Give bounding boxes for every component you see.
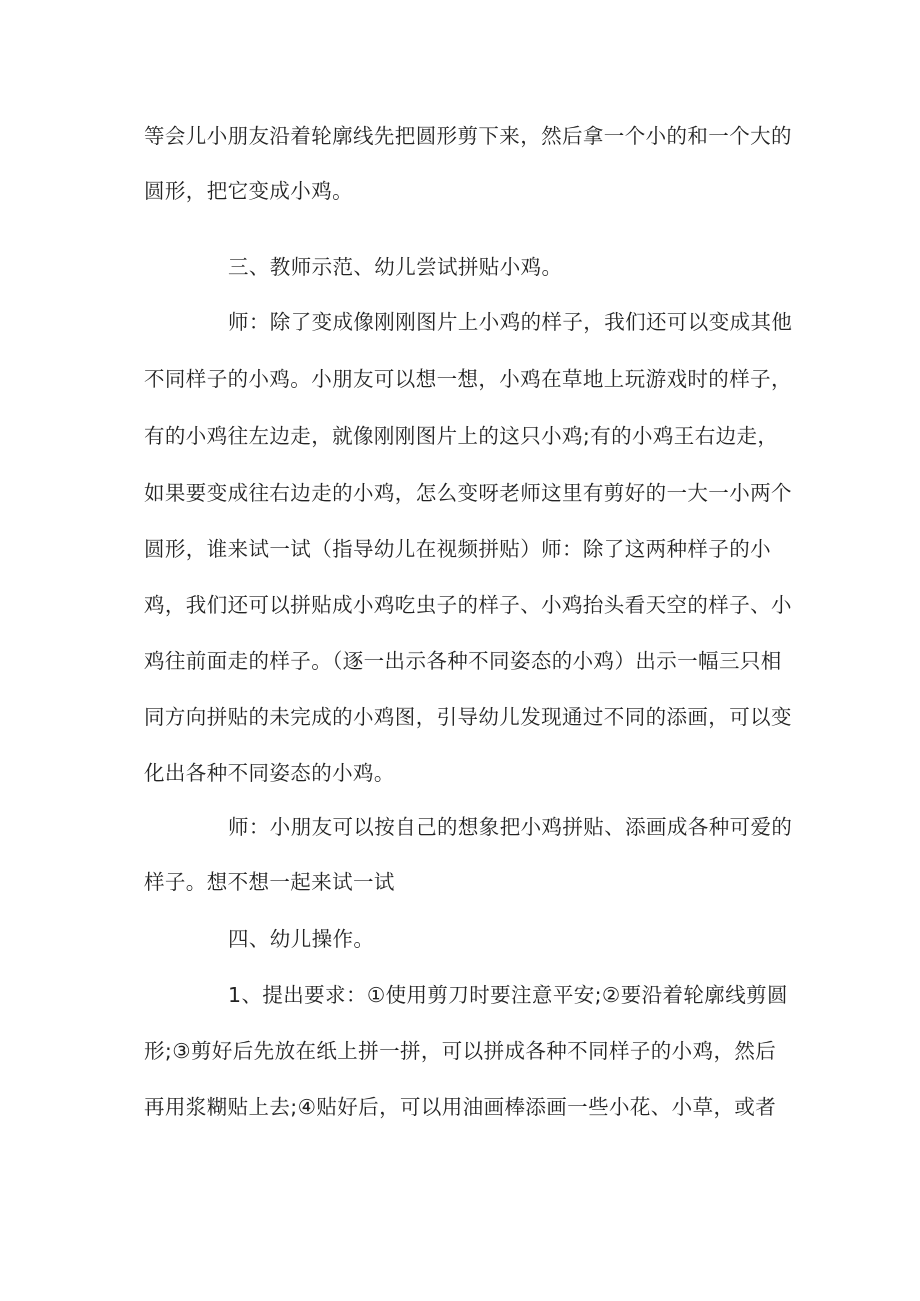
paragraph-3-line-7: 鸡往前面走的样子。（逐一出示各种不同姿态的小鸡）出示一幅三只相 — [144, 649, 782, 673]
paragraph-6-line-2: 形;③剪好后先放在纸上拼一拼，可以拼成各种不同样子的小鸡，然后 — [144, 1039, 777, 1063]
paragraph-3-line-8: 同方向拼贴的未完成的小鸡图，引导幼儿发现通过不同的添画，可以变 — [144, 705, 792, 729]
paragraph-3-line-9: 化出各种不同姿态的小鸡。 — [144, 761, 395, 785]
paragraph-4-line-1: 师：小朋友可以按自己的想象把小鸡拼贴、添画成各种可爱的 — [228, 815, 793, 839]
paragraph-6-line-3: 再用浆糊贴上去;④贴好后，可以用油画棒添画一些小花、小草，或者 — [144, 1095, 777, 1119]
paragraph-6-line-1: 1、提出要求：①使用剪刀时要注意平安;②要沿着轮廓线剪圆 — [228, 983, 788, 1007]
paragraph-4-line-2: 样子。想不想一起来试一试 — [144, 870, 395, 894]
paragraph-3-line-4: 如果要变成往右边走的小鸡，怎么变呀老师这里有剪好的一大一小两个 — [144, 481, 792, 505]
paragraph-1-line-1: 等会儿小朋友沿着轮廓线先把圆形剪下来，然后拿一个小的和一个大的 — [144, 124, 792, 148]
section-heading-4: 四、幼儿操作。 — [228, 927, 375, 951]
paragraph-1-line-2: 圆形，把它变成小鸡。 — [144, 179, 353, 203]
section-heading-3: 三、教师示范、幼儿尝试拼贴小鸡。 — [228, 255, 563, 279]
paragraph-3-line-2: 不同样子的小鸡。小朋友可以想一想，小鸡在草地上玩游戏时的样子， — [144, 367, 792, 391]
paragraph-3-line-5: 圆形，谁来试一试（指导幼儿在视频拼贴）师：除了这两种样子的小 — [144, 537, 771, 561]
paragraph-3-line-1: 师：除了变成像刚刚图片上小鸡的样子，我们还可以变成其他 — [228, 310, 793, 334]
paragraph-3-line-6: 鸡，我们还可以拼贴成小鸡吃虫子的样子、小鸡抬头看天空的样子、小 — [144, 593, 792, 617]
paragraph-3-line-3: 有的小鸡往左边走，就像刚刚图片上的这只小鸡;有的小鸡王右边走， — [144, 424, 779, 448]
